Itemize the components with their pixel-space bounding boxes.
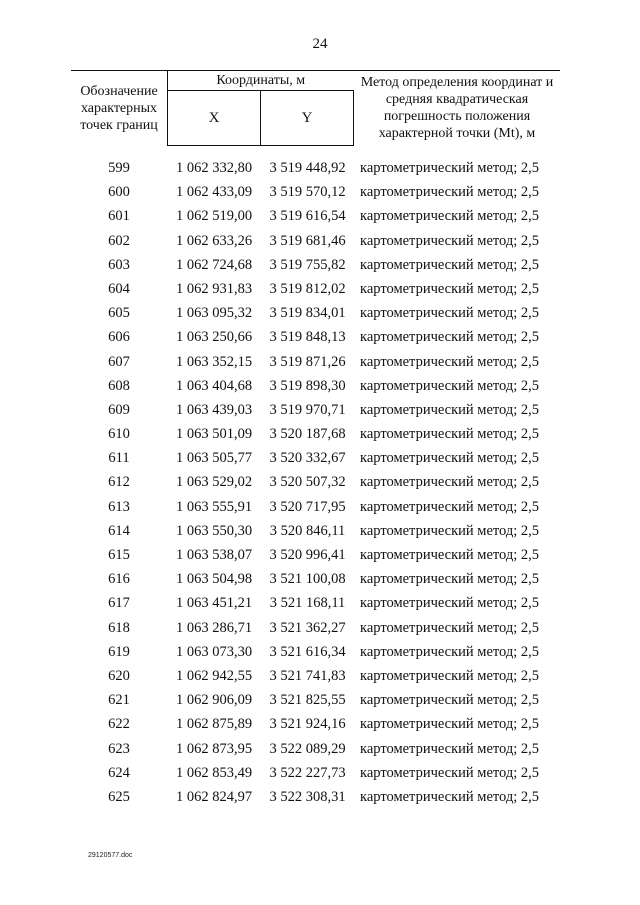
method-cell: картометрический метод; 2,5	[360, 401, 540, 418]
table-row	[0, 400, 640, 424]
header-x-label: X	[168, 91, 261, 146]
x-coordinate-cell: 1 062 873,95	[175, 740, 253, 757]
method-cell: картометрический метод; 2,5	[360, 498, 540, 515]
table-row	[0, 303, 640, 327]
point-cell: 606	[108, 329, 130, 346]
header-method-label: Метод определения координат и средняя квадратическая погрешность положения характерной точки (Mt), м	[354, 71, 561, 146]
table-row	[0, 255, 640, 279]
x-coordinate-cell: 1 062 433,09	[175, 184, 253, 201]
point-cell: 616	[108, 571, 130, 588]
method-cell: картометрический метод; 2,5	[360, 256, 540, 273]
x-coordinate-cell: 1 062 931,83	[175, 280, 253, 297]
x-coordinate-cell: 1 063 505,77	[175, 450, 253, 467]
point-cell: 613	[108, 498, 130, 515]
x-coordinate-cell: 1 063 538,07	[175, 547, 253, 563]
x-coordinate-cell: 1 063 501,09	[175, 426, 253, 443]
point-cell: 622	[108, 716, 130, 733]
y-coordinate-cell: 3 519 834,01	[269, 305, 346, 322]
table-row	[0, 424, 640, 448]
y-coordinate-cell: 3 519 898,30	[269, 377, 346, 394]
table-row	[0, 545, 640, 569]
table-row	[0, 448, 640, 472]
table-row	[0, 279, 640, 303]
table-row	[0, 690, 640, 714]
y-coordinate-cell: 3 520 996,41	[269, 547, 346, 563]
point-cell: 621	[108, 692, 130, 709]
y-coordinate-cell: 3 522 089,29	[269, 740, 346, 757]
y-coordinate-cell: 3 519 681,46	[269, 232, 346, 249]
x-coordinate-cell: 1 063 073,30	[175, 643, 253, 660]
table-row	[0, 376, 640, 400]
footer-filename: 29120577.doc	[88, 852, 133, 859]
x-coordinate-cell: 1 063 404,68	[175, 377, 253, 394]
point-cell: 607	[108, 353, 130, 370]
x-coordinate-cell: 1 062 853,49	[175, 764, 253, 781]
table-row	[0, 182, 640, 206]
method-cell: картометрический метод; 2,5	[360, 716, 540, 733]
x-coordinate-cell: 1 063 286,71	[175, 619, 253, 636]
table-row	[0, 714, 640, 738]
table-row	[0, 497, 640, 521]
table-row	[0, 352, 640, 376]
point-cell: 611	[108, 450, 130, 467]
method-cell: картометрический метод; 2,5	[360, 329, 540, 346]
y-coordinate-cell: 3 520 717,95	[269, 498, 346, 515]
y-coordinate-cell: 3 520 507,32	[269, 474, 346, 491]
point-cell: 614	[108, 522, 130, 539]
table-row	[0, 231, 640, 255]
method-cell: картометрический метод; 2,5	[360, 426, 540, 443]
method-cell: картометрический метод; 2,5	[360, 208, 540, 225]
x-coordinate-cell: 1 062 633,26	[175, 232, 253, 249]
method-cell: картометрический метод; 2,5	[360, 692, 540, 709]
x-coordinate-cell: 1 062 824,97	[175, 788, 253, 805]
x-coordinate-cell: 1 062 906,09	[175, 692, 253, 709]
table-row	[0, 569, 640, 593]
y-coordinate-cell: 3 519 616,54	[269, 208, 346, 225]
method-cell: картометрический метод; 2,5	[360, 232, 540, 249]
y-coordinate-cell: 3 521 168,11	[269, 595, 346, 612]
method-cell: картометрический метод; 2,5	[360, 305, 540, 322]
x-coordinate-cell: 1 063 095,32	[175, 305, 253, 322]
x-coordinate-cell: 1 062 875,89	[175, 716, 253, 733]
y-coordinate-cell: 3 522 227,73	[269, 764, 346, 781]
point-cell: 599	[108, 160, 130, 176]
point-cell: 600	[108, 184, 130, 201]
method-cell: картометрический метод; 2,5	[360, 764, 540, 781]
x-coordinate-cell: 1 062 332,80	[175, 160, 253, 176]
point-cell: 603	[108, 256, 130, 273]
y-coordinate-cell: 3 519 970,71	[269, 401, 346, 418]
x-coordinate-cell: 1 063 550,30	[175, 522, 253, 539]
table-row	[0, 787, 640, 811]
y-coordinate-cell: 3 519 448,92	[269, 160, 346, 176]
y-coordinate-cell: 3 519 755,82	[269, 256, 346, 273]
method-cell: картометрический метод; 2,5	[360, 522, 540, 539]
x-coordinate-cell: 1 063 504,98	[175, 571, 253, 588]
point-cell: 601	[108, 208, 130, 225]
x-coordinate-cell: 1 063 555,91	[175, 498, 253, 515]
point-cell: 618	[108, 619, 130, 636]
point-cell: 625	[108, 788, 130, 805]
y-coordinate-cell: 3 521 616,34	[269, 643, 346, 660]
point-cell: 609	[108, 401, 130, 418]
method-cell: картометрический метод; 2,5	[360, 450, 540, 467]
y-coordinate-cell: 3 519 812,02	[269, 280, 346, 297]
x-coordinate-cell: 1 062 519,00	[175, 208, 253, 225]
table-row	[0, 472, 640, 496]
table-row	[0, 739, 640, 763]
table-row	[0, 327, 640, 351]
y-coordinate-cell: 3 521 924,16	[269, 716, 346, 733]
table-row	[0, 642, 640, 666]
method-cell: картометрический метод; 2,5	[360, 571, 540, 588]
method-cell: картометрический метод; 2,5	[360, 643, 540, 660]
page-number: 24	[312, 36, 328, 52]
point-cell: 605	[108, 305, 130, 322]
method-cell: картометрический метод; 2,5	[360, 184, 540, 201]
table-row	[0, 521, 640, 545]
x-coordinate-cell: 1 063 352,15	[175, 353, 253, 370]
point-cell: 612	[108, 474, 130, 491]
method-cell: картометрический метод; 2,5	[360, 619, 540, 636]
table-row	[0, 618, 640, 642]
x-coordinate-cell: 1 063 529,02	[175, 474, 253, 491]
point-cell: 604	[108, 280, 130, 297]
method-cell: картометрический метод; 2,5	[360, 377, 540, 394]
x-coordinate-cell: 1 062 724,68	[175, 256, 253, 273]
method-cell: картометрический метод; 2,5	[360, 740, 540, 757]
point-cell: 610	[108, 426, 130, 443]
x-coordinate-cell: 1 062 942,55	[175, 667, 253, 684]
x-coordinate-cell: 1 063 451,21	[175, 595, 253, 612]
y-coordinate-cell: 3 520 332,67	[269, 450, 346, 467]
y-coordinate-cell: 3 519 871,26	[269, 353, 346, 370]
y-coordinate-cell: 3 520 187,68	[269, 426, 346, 443]
point-cell: 623	[108, 740, 130, 757]
y-coordinate-cell: 3 521 100,08	[269, 571, 346, 588]
x-coordinate-cell: 1 063 250,66	[175, 329, 253, 346]
header-y-label: Y	[261, 91, 354, 146]
point-cell: 608	[108, 377, 130, 394]
y-coordinate-cell: 3 521 741,83	[269, 667, 346, 684]
y-coordinate-cell: 3 521 825,55	[269, 692, 346, 709]
table-row	[0, 666, 640, 690]
y-coordinate-cell: 3 522 308,31	[269, 788, 346, 805]
table-row	[0, 158, 640, 182]
point-cell: 617	[108, 595, 130, 612]
coordinates-table-body	[0, 158, 640, 811]
point-cell: 615	[108, 547, 130, 563]
method-cell: картометрический метод; 2,5	[360, 280, 540, 297]
point-cell: 624	[108, 764, 130, 781]
y-coordinate-cell: 3 519 848,13	[269, 329, 346, 346]
table-row	[0, 763, 640, 787]
table-header	[71, 70, 560, 146]
header-point-label: Обозначение характерных точек границ	[71, 71, 168, 146]
y-coordinate-cell: 3 521 362,27	[269, 619, 346, 636]
table-row	[0, 206, 640, 230]
table-row	[0, 593, 640, 617]
method-cell: картометрический метод; 2,5	[360, 547, 540, 563]
y-coordinate-cell: 3 519 570,12	[269, 184, 346, 201]
header-coords-label: Координаты, м	[168, 71, 354, 91]
x-coordinate-cell: 1 063 439,03	[175, 401, 253, 418]
point-cell: 602	[108, 232, 130, 249]
method-cell: картометрический метод; 2,5	[360, 474, 540, 491]
method-cell: картометрический метод; 2,5	[360, 353, 540, 370]
method-cell: картометрический метод; 2,5	[360, 667, 540, 684]
method-cell: картометрический метод; 2,5	[360, 160, 540, 176]
point-cell: 619	[108, 643, 130, 660]
y-coordinate-cell: 3 520 846,11	[269, 522, 346, 539]
point-cell: 620	[108, 667, 130, 684]
method-cell: картометрический метод; 2,5	[360, 595, 540, 612]
method-cell: картометрический метод; 2,5	[360, 788, 540, 805]
